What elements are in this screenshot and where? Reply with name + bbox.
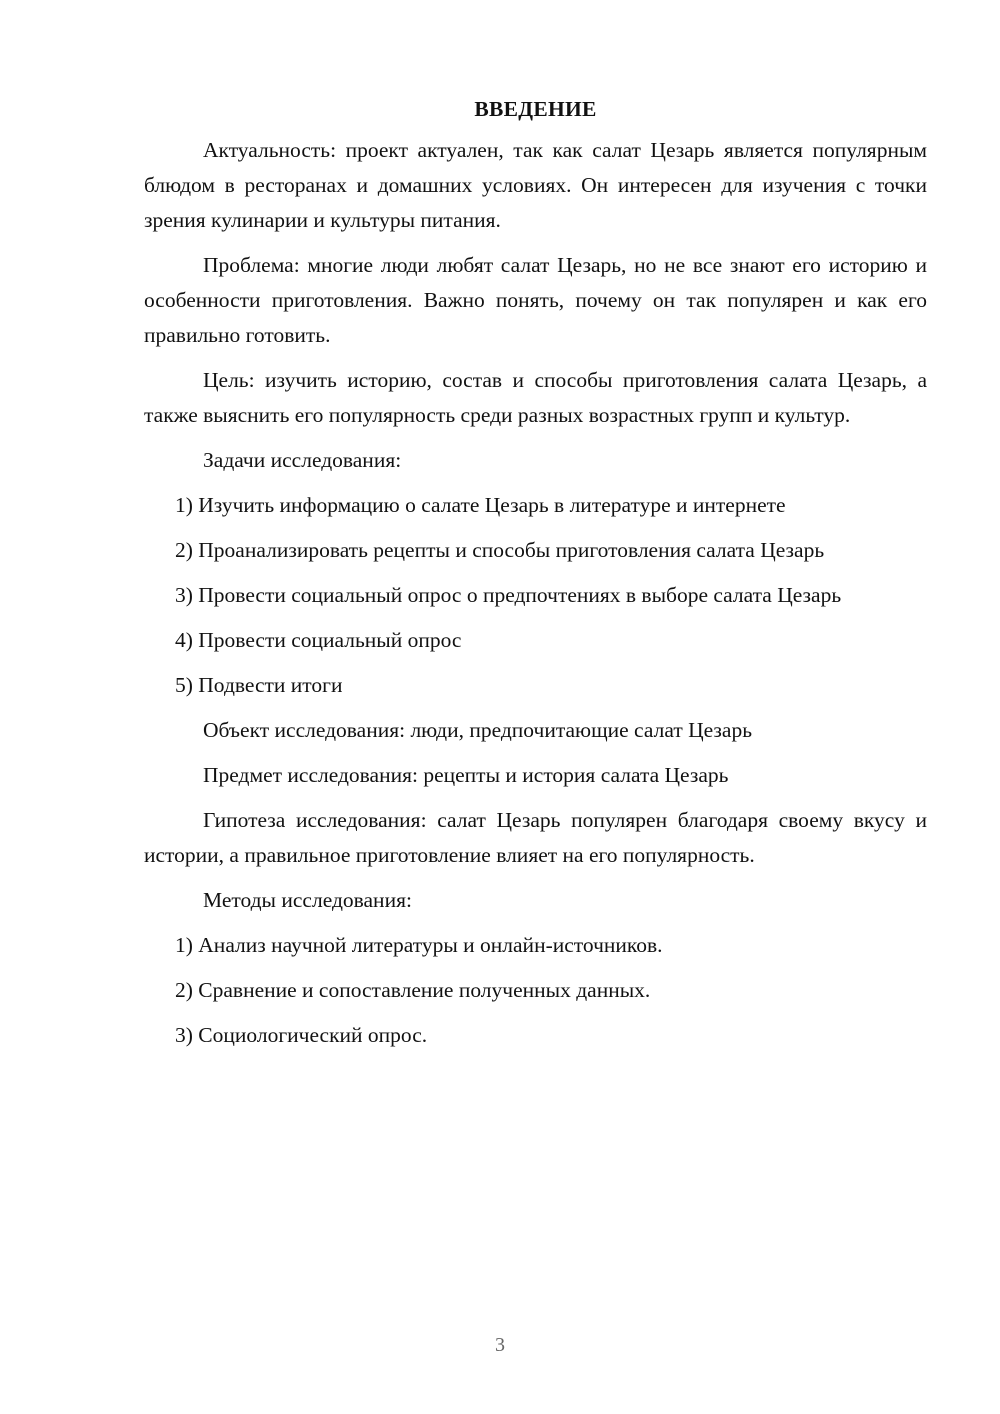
- page-number: 3: [495, 1334, 505, 1356]
- problem-paragraph: Проблема: многие люди любят салат Цезарь, но не все знают его историю и особенности приготовления. Важно понять, почему он так популярен и как его правильно готовить.: [144, 253, 927, 347]
- subject-paragraph: Предмет исследования: рецепты и история салата Цезарь: [203, 763, 729, 787]
- task-item: 4) Провести социальный опрос: [175, 628, 462, 652]
- method-item: 3) Социологический опрос.: [175, 1023, 428, 1047]
- hypothesis-paragraph: Гипотеза исследования: салат Цезарь популярен благодаря своему вкусу и истории, а правильное приготовление влияет на его популярность.: [144, 808, 927, 867]
- task-item: 2) Проанализировать рецепты и способы приготовления салата Цезарь: [175, 538, 825, 562]
- method-item: 1) Анализ научной литературы и онлайн-источников.: [175, 933, 663, 957]
- method-item: 2) Сравнение и сопоставление полученных данных.: [175, 978, 651, 1002]
- task-item: 3) Провести социальный опрос о предпочтениях в выборе салата Цезарь: [175, 583, 842, 607]
- document-page: [144, 92, 927, 1063]
- object-paragraph: Объект исследования: люди, предпочитающие салат Цезарь: [203, 718, 753, 742]
- goal-paragraph: Цель: изучить историю, состав и способы приготовления салата Цезарь, а также выяснить его популярность среди разных возрастных групп и культур.: [144, 368, 927, 427]
- tasks-label: Задачи исследования:: [203, 448, 402, 472]
- methods-label: Методы исследования:: [203, 888, 412, 912]
- relevance-paragraph: Актуальность: проект актуален, так как салат Цезарь является популярным блюдом в ресторанах и домашних условиях. Он интересен для изучения с точки зрения кулинарии и культуры питания.: [144, 138, 927, 232]
- task-item: 1) Изучить информацию о салате Цезарь в литературе и интернете: [175, 493, 786, 517]
- section-title: ВВЕДЕНИЕ: [474, 97, 597, 121]
- task-item: 5) Подвести итоги: [175, 673, 343, 697]
